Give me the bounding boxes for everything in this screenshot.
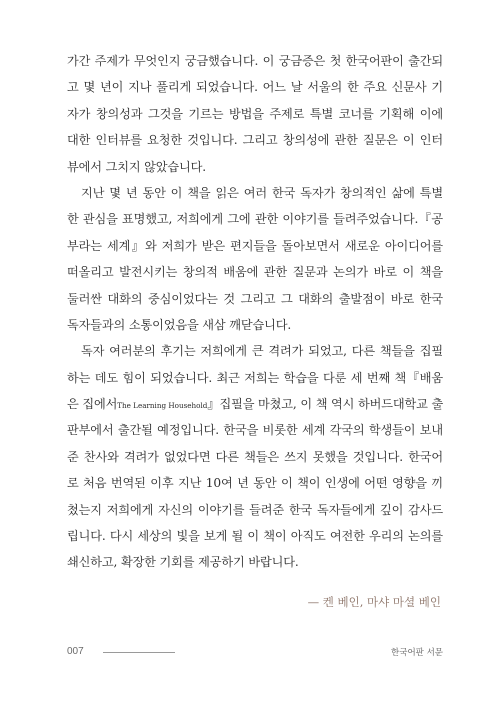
text-line: 부라는 세계』와 저희가 받은 편지들을 돌아보면서 새로운 아이디어를 bbox=[67, 238, 443, 253]
english-book-title: The Learning Household bbox=[117, 401, 208, 411]
page-number: 007 bbox=[67, 646, 84, 657]
text-segment: 』집필을 마쳤고, 이 책 역시 하버드대학교 출 bbox=[207, 397, 444, 412]
body-text bbox=[67, 48, 443, 576]
footer-divider bbox=[103, 652, 175, 653]
running-title: 한국어판 서문 bbox=[391, 648, 443, 658]
page-footer bbox=[67, 646, 443, 662]
text-line: 쇄신하고, 확장한 기회를 제공하기 바랍니다. bbox=[67, 555, 299, 570]
text-line: 판부에서 출간될 예정입니다. 한국을 비롯한 세계 각국의 학생들이 보내 bbox=[67, 423, 443, 438]
text-line: 대한 인터뷰를 요청한 것입니다. 그리고 창의성에 관한 질문은 이 인터 bbox=[67, 133, 443, 148]
text-line: 둘러싼 대화의 중심이었다는 것 그리고 그 대화의 출발점이 바로 한국 bbox=[67, 291, 443, 306]
text-line: 독자들과의 소통이었음을 새삼 깨닫습니다. bbox=[67, 317, 292, 332]
text-segment: 은 집에서 bbox=[67, 397, 118, 412]
text-line: 하는 데도 힘이 되었습니다. 최근 저희는 학습을 다룬 세 번째 책『배움 bbox=[67, 370, 443, 385]
text-line: 뷰에서 그치지 않았습니다. bbox=[67, 159, 207, 174]
text-line: 독자 여러분의 후기는 저희에게 큰 격려가 되었고, 다른 책들을 집필 bbox=[81, 344, 443, 359]
text-line: 지난 몇 년 동안 이 책을 읽은 여러 한국 독자가 창의적인 삶에 특별 bbox=[81, 185, 443, 200]
text-line: 쳤는지 저희에게 자신의 이야기를 들려준 한국 독자들에게 깊이 감사드 bbox=[67, 502, 443, 517]
text-line: 준 찬사와 격려가 없었다면 다른 책들은 쓰지 못했을 것입니다. 한국어 bbox=[67, 449, 443, 464]
text-line-with-english-title bbox=[67, 391, 443, 417]
author-signature: — 켄 베인, 마샤 마셜 베인 bbox=[307, 595, 441, 609]
text-line: 한 관심을 표명했고, 저희에게 그에 관한 이야기를 들려주었습니다.『공 bbox=[67, 212, 443, 227]
text-line: 떠올리고 발전시키는 창의적 배움에 관한 질문과 논의가 바로 이 책을 bbox=[67, 265, 443, 280]
text-line: 가간 주제가 무엇인지 궁금했습니다. 이 궁금증은 첫 한국어판이 출간되 bbox=[67, 54, 443, 68]
text-line: 립니다. 다시 세상의 빛을 보게 될 이 책이 아직도 여전한 우리의 논의를 bbox=[67, 529, 443, 544]
text-line: 로 처음 번역된 이후 지난 10여 년 동안 이 책이 인생에 어떤 영향을 끼 bbox=[67, 476, 443, 491]
text-line: 고 몇 년이 지나 풀리게 되었습니다. 어느 날 서울의 한 주요 신문사 기 bbox=[67, 80, 443, 95]
text-line: 자가 창의성과 그것을 기르는 방법을 주제로 특별 코너를 기획해 이에 bbox=[67, 106, 443, 121]
